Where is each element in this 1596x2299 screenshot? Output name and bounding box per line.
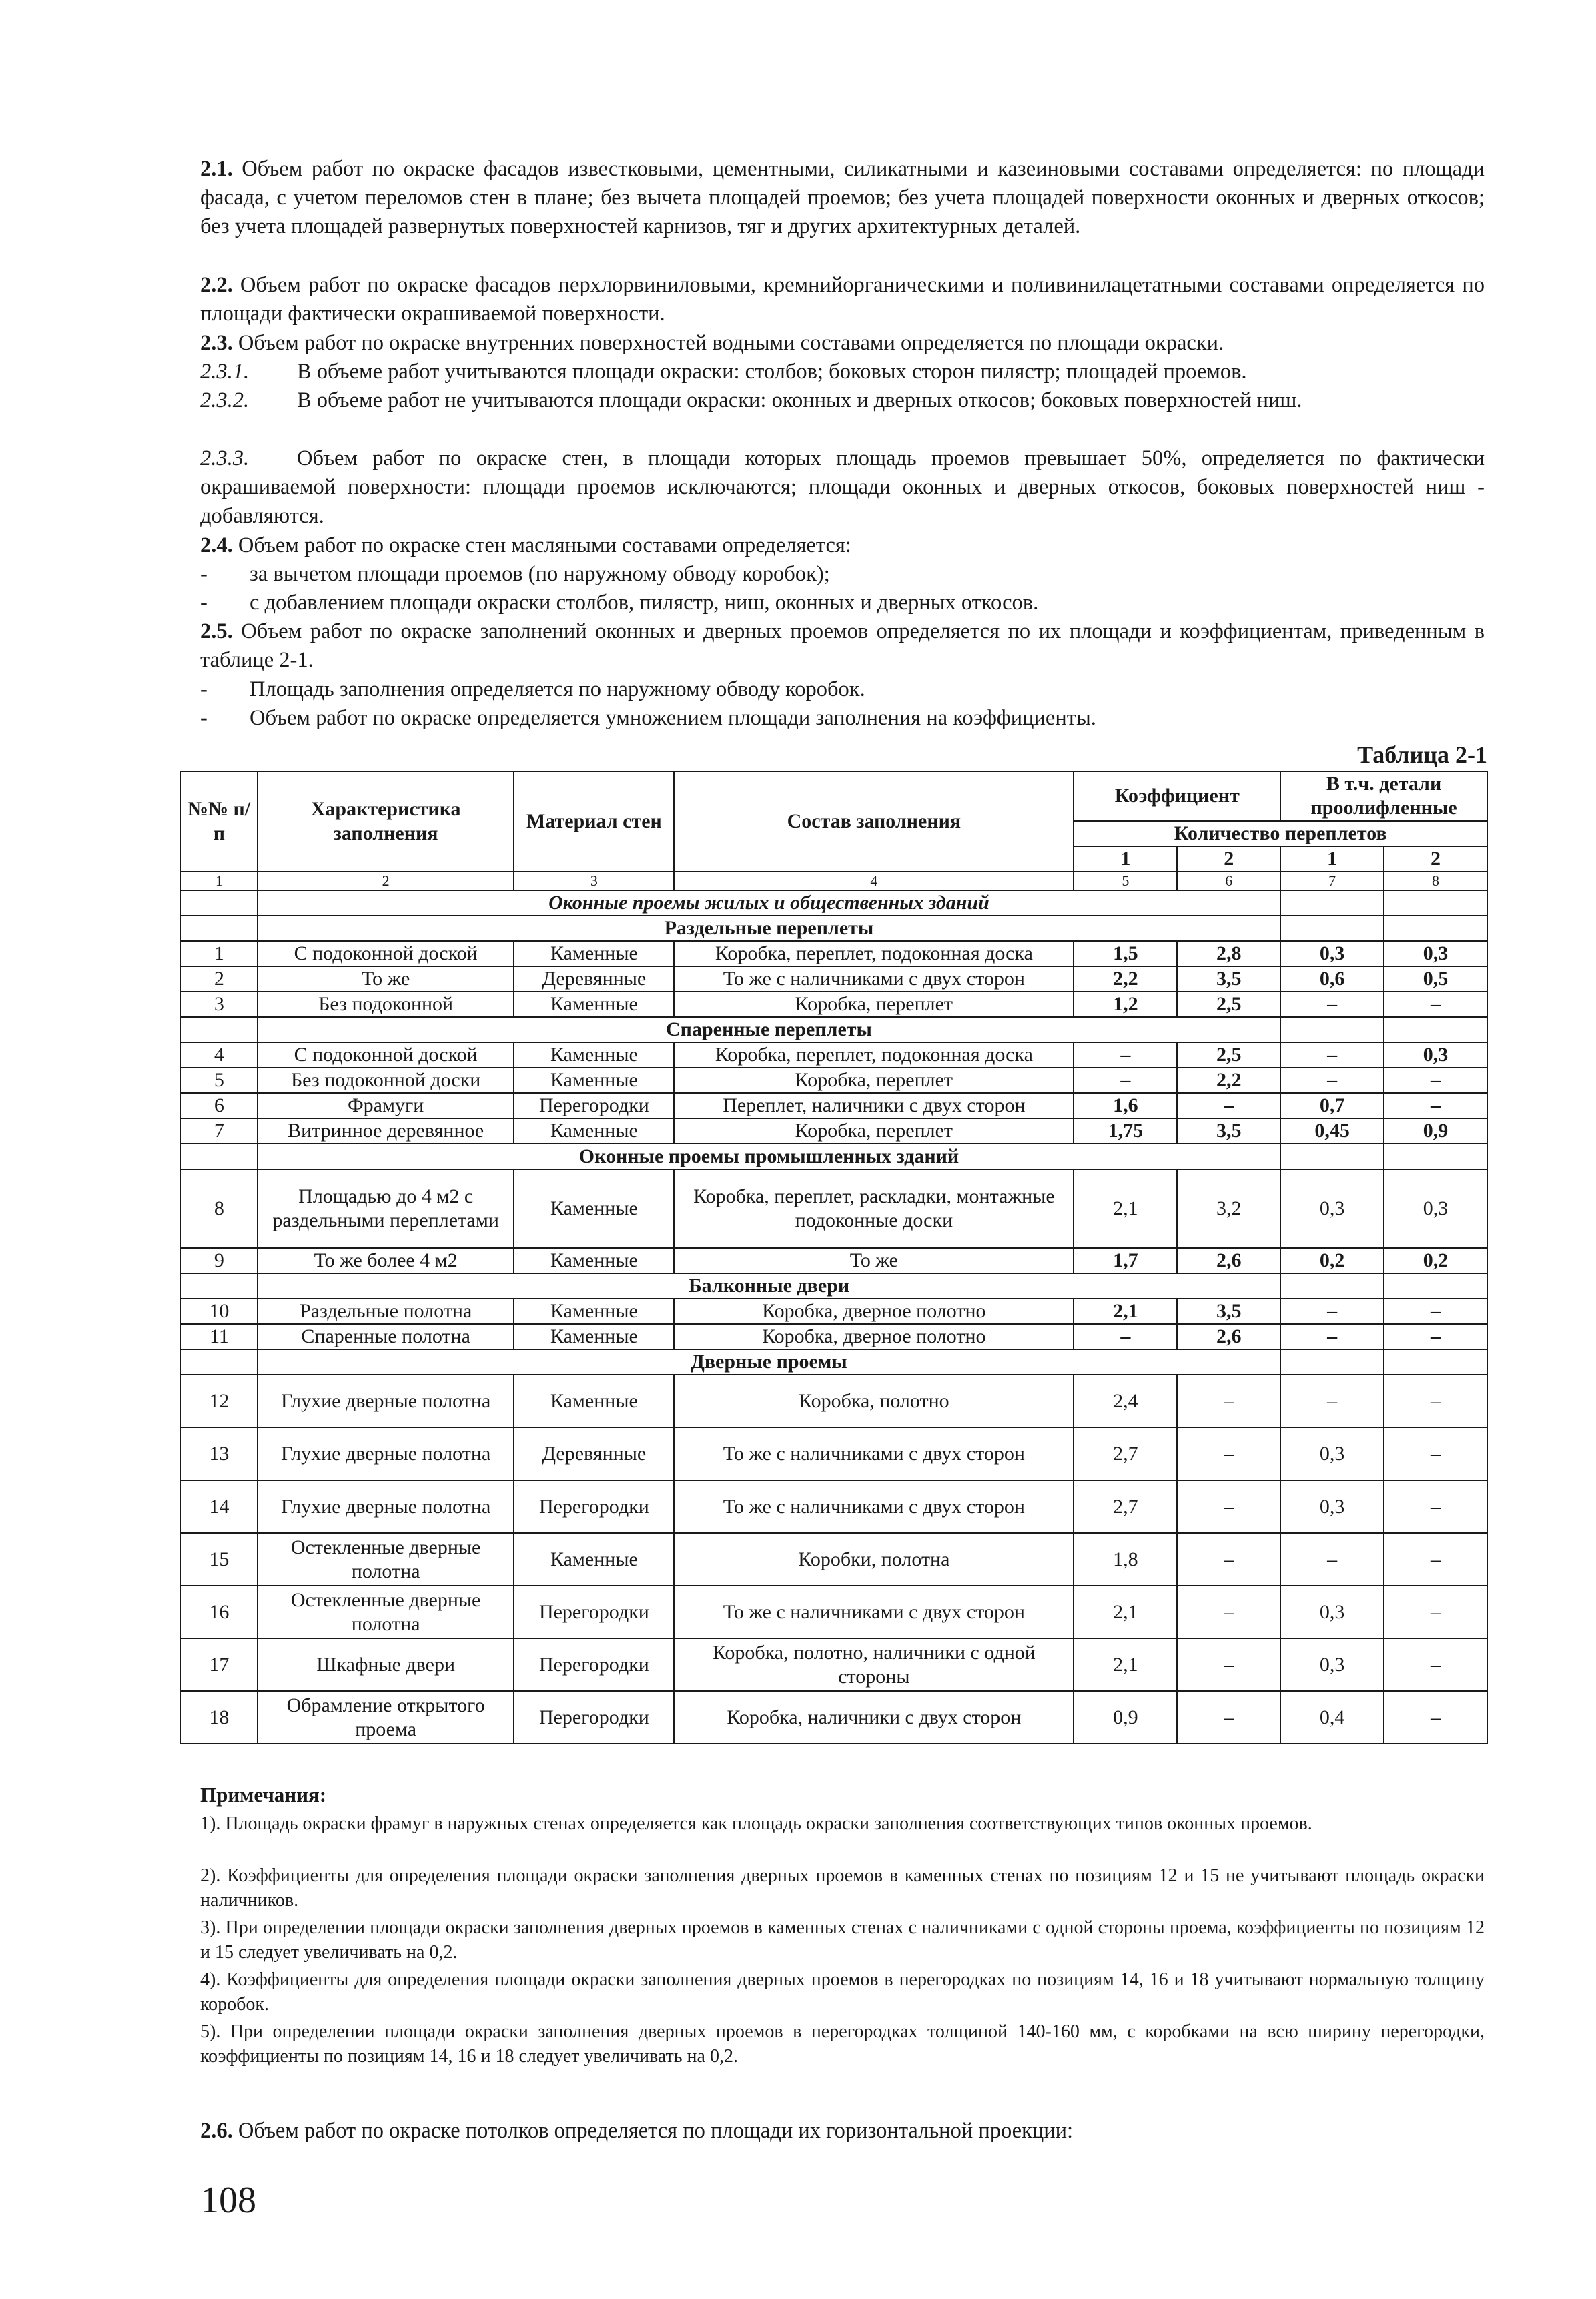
list-item-text: за вычетом площади проемов (по наружному обводу коробок); (250, 562, 830, 586)
row-characteristic: Глухие дверные полотна (258, 1375, 514, 1427)
row-characteristic: Обрамление открытого проема (258, 1691, 514, 1744)
index-cell: 2 (258, 872, 514, 890)
paragraph-number: 2.3.3. (200, 446, 250, 470)
paragraph-text: Объем работ по окраске потолков определяется по площади их горизонтальной проекции: (238, 2119, 1074, 2143)
row-material: Каменные (514, 1169, 674, 1248)
paragraph-2-3-2 (200, 386, 1485, 415)
detail-2: – (1384, 1533, 1487, 1586)
coef-1: 1,2 (1074, 992, 1177, 1017)
coef-2: 2,5 (1177, 992, 1280, 1017)
row-number: 2 (181, 966, 258, 992)
coef-2: – (1177, 1427, 1280, 1480)
section-row (181, 1349, 1487, 1375)
section-title: Спаренные переплеты (258, 1017, 1280, 1042)
dash-marker: - (200, 677, 208, 701)
row-characteristic: Остекленные дверные полотна (258, 1533, 514, 1586)
list-item (200, 589, 1485, 617)
dash-marker: - (200, 706, 208, 730)
row-material: Каменные (514, 1299, 674, 1324)
table-row (181, 966, 1487, 992)
index-cell: 1 (181, 872, 258, 890)
index-cell: 4 (674, 872, 1074, 890)
coef-1: 2,7 (1074, 1427, 1177, 1480)
detail-1: 0,7 (1280, 1093, 1384, 1118)
section-blank-cell (181, 1273, 258, 1299)
section-blank-cell (1384, 1349, 1487, 1375)
section-blank-cell (181, 916, 258, 941)
row-composition: Коробка, дверное полотно (674, 1299, 1074, 1324)
note-3: 3). При определении площади окраски заполнения дверных проемов в каменных стенах с наличниками с одной стороны проема, коэффициенты по позициям 12 и 15 следует увеличивать на 0,2. (200, 1917, 1485, 1963)
paragraph-2-2 (200, 271, 1485, 328)
coef-1: 1,6 (1074, 1093, 1177, 1118)
section-blank-cell (181, 1017, 258, 1042)
row-number: 10 (181, 1299, 258, 1324)
table-row (181, 1375, 1487, 1427)
detail-1: 0,3 (1280, 941, 1384, 966)
section-row (181, 916, 1487, 941)
row-composition: Коробки, полотна (674, 1533, 1074, 1586)
paragraph-2-3-3 (200, 444, 1485, 531)
coef-1: 2,1 (1074, 1169, 1177, 1248)
section-blank-cell (1384, 1144, 1487, 1169)
detail-2: 0,3 (1384, 1042, 1487, 1068)
coef-2: – (1177, 1480, 1280, 1533)
row-number: 17 (181, 1638, 258, 1691)
note-2: 2). Коэффициенты для определения площади окраски заполнения дверных проемов в каменных стенах по позициям 12 и 15 не учитывают площадь окраски наличников. (200, 1865, 1485, 1911)
row-number: 6 (181, 1093, 258, 1118)
row-material: Каменные (514, 1068, 674, 1093)
index-row (181, 872, 1487, 890)
coef-2: – (1177, 1375, 1280, 1427)
paragraph-number: 2.3. (200, 331, 233, 355)
row-material: Каменные (514, 941, 674, 966)
detail-2: 0,5 (1384, 966, 1487, 992)
coef-1: – (1074, 1324, 1177, 1349)
paragraph-2-3 (200, 329, 1485, 358)
dash-marker: - (200, 562, 208, 586)
section-blank-cell (1280, 1144, 1384, 1169)
paragraph-number: 2.5. (200, 619, 233, 643)
row-material: Перегородки (514, 1586, 674, 1638)
detail-1: 0,4 (1280, 1691, 1384, 1744)
detail-2: 0,9 (1384, 1118, 1487, 1144)
coef-2: 2,5 (1177, 1042, 1280, 1068)
paragraph-2-6 (200, 2117, 1485, 2146)
table-row (181, 1169, 1487, 1248)
row-characteristic: Глухие дверные полотна (258, 1480, 514, 1533)
row-characteristic: С подоконной доской (258, 1042, 514, 1068)
section-title: Оконные проемы жилых и общественных зданий (258, 890, 1280, 916)
coef-2: 2,6 (1177, 1248, 1280, 1273)
row-material: Каменные (514, 1118, 674, 1144)
row-composition: Коробка, наличники с двух сторон (674, 1691, 1074, 1744)
paragraph-text: Объем работ по окраске фасадов перхлорвиниловыми, кремнийорганическими и поливинилацетатными составами определяется по площади фактически окрашиваемой поверхности. (200, 273, 1485, 326)
header-cell: 2 (1384, 846, 1487, 872)
row-composition: Коробка, переплет, подоконная доска (674, 1042, 1074, 1068)
detail-1: – (1280, 1299, 1384, 1324)
section-blank-cell (1280, 1349, 1384, 1375)
header-coefficient: Коэффициент (1074, 771, 1280, 821)
row-composition: Коробка, переплет, раскладки, монтажные подоконные доски (674, 1169, 1074, 1248)
detail-1: – (1280, 992, 1384, 1017)
detail-1: 0,3 (1280, 1427, 1384, 1480)
coef-1: 2,7 (1074, 1480, 1177, 1533)
row-number: 15 (181, 1533, 258, 1586)
row-number: 12 (181, 1375, 258, 1427)
coef-2: – (1177, 1691, 1280, 1744)
coef-1: 1,75 (1074, 1118, 1177, 1144)
detail-1: 0,45 (1280, 1118, 1384, 1144)
row-composition: То же с наличниками с двух сторон (674, 1586, 1074, 1638)
row-composition: Коробка, переплет (674, 1068, 1074, 1093)
row-material: Каменные (514, 1248, 674, 1273)
coef-2: 3,5 (1177, 1299, 1280, 1324)
dash-marker: - (200, 591, 208, 615)
detail-1: – (1280, 1042, 1384, 1068)
row-characteristic: То же более 4 м2 (258, 1248, 514, 1273)
coef-1: 2,1 (1074, 1586, 1177, 1638)
section-blank-cell (181, 890, 258, 916)
row-material: Перегородки (514, 1691, 674, 1744)
coef-1: 2,1 (1074, 1299, 1177, 1324)
detail-2: – (1384, 1299, 1487, 1324)
index-cell: 7 (1280, 872, 1384, 890)
paragraph-text: В объеме работ учитываются площади окраски: столбов; боковых сторон пилястр; площадей проемов. (297, 360, 1247, 384)
section-blank-cell (181, 1349, 258, 1375)
section-title: Оконные проемы промышленных зданий (258, 1144, 1280, 1169)
row-number: 14 (181, 1480, 258, 1533)
note-5: 5). При определении площади окраски заполнения дверных проемов в перегородках толщиной 140-160 мм, с коробками на всю ширину перегородки, коэффициенты по позициям 14, 16 и 18 следует увеличивать на 0,2. (200, 2021, 1485, 2067)
detail-1: 0,3 (1280, 1638, 1384, 1691)
detail-1: – (1280, 1324, 1384, 1349)
section-blank-cell (1280, 890, 1384, 916)
detail-2: 0,2 (1384, 1248, 1487, 1273)
section-blank-cell (1384, 916, 1487, 941)
list-item (200, 560, 1485, 589)
detail-1: – (1280, 1375, 1384, 1427)
detail-2: – (1384, 1324, 1487, 1349)
detail-2: – (1384, 1093, 1487, 1118)
header-detail: В т.ч. детали проолифленные (1280, 771, 1487, 821)
table-row (181, 992, 1487, 1017)
table-row (181, 1691, 1487, 1744)
list-item (200, 704, 1485, 733)
coef-1: 1,8 (1074, 1533, 1177, 1586)
row-composition: То же (674, 1248, 1074, 1273)
coef-1: – (1074, 1042, 1177, 1068)
row-number: 3 (181, 992, 258, 1017)
row-material: Деревянные (514, 966, 674, 992)
row-material: Перегородки (514, 1093, 674, 1118)
detail-1: – (1280, 1533, 1384, 1586)
table-row (181, 1324, 1487, 1349)
row-characteristic: Без подоконной (258, 992, 514, 1017)
detail-2: – (1384, 1427, 1487, 1480)
header-material: Материал стен (514, 771, 674, 872)
index-cell: 5 (1074, 872, 1177, 890)
row-number: 8 (181, 1169, 258, 1248)
row-material: Каменные (514, 992, 674, 1017)
row-characteristic: Спаренные полотна (258, 1324, 514, 1349)
section-blank-cell (1384, 890, 1487, 916)
section-row (181, 1273, 1487, 1299)
row-number: 11 (181, 1324, 258, 1349)
row-characteristic: Витринное деревянное (258, 1118, 514, 1144)
paragraph-text: Объем работ по окраске заполнений оконных и дверных проемов определяется по их площади и коэффициентам, приведенным в таблице 2-1. (200, 619, 1485, 672)
table-row (181, 1299, 1487, 1324)
section-row (181, 890, 1487, 916)
note-4: 4). Коэффициенты для определения площади окраски заполнения дверных проемов в перегородках по позициям 14, 16 и 18 учитывают нормальную толщину коробок. (200, 1969, 1485, 2015)
paragraph-2-1 (200, 155, 1485, 241)
row-number: 13 (181, 1427, 258, 1480)
row-characteristic: Глухие дверные полотна (258, 1427, 514, 1480)
table-row (181, 1248, 1487, 1273)
coef-2: – (1177, 1586, 1280, 1638)
paragraph-text: Объем работ по окраске фасадов известковыми, цементными, силикатными и казеиновыми составами определяется: по площади фасада, с учетом переломов стен в плане; без вычета площадей проемов; без учета площадей поверхности оконных и дверных откосов; без учета площадей развернутых поверхностей карнизов, тяг и других архитектурных деталей. (200, 157, 1485, 238)
coef-1: 1,5 (1074, 941, 1177, 966)
row-material: Каменные (514, 1375, 674, 1427)
paragraph-2-4 (200, 531, 1485, 560)
row-material: Деревянные (514, 1427, 674, 1480)
notes-title: Примечания: (200, 1783, 327, 1807)
row-material: Перегородки (514, 1480, 674, 1533)
coef-2: 3,5 (1177, 1118, 1280, 1144)
index-cell: 8 (1384, 872, 1487, 890)
coef-1: 2,2 (1074, 966, 1177, 992)
row-characteristic: Фрамуги (258, 1093, 514, 1118)
row-characteristic: Шкафные двери (258, 1638, 514, 1691)
detail-1: 0,6 (1280, 966, 1384, 992)
section-blank-cell (181, 1144, 258, 1169)
header-cell: 2 (1177, 846, 1280, 872)
row-number: 1 (181, 941, 258, 966)
paragraph-number: 2.2. (200, 273, 233, 297)
section-title: Дверные проемы (258, 1349, 1280, 1375)
row-characteristic: Раздельные полотна (258, 1299, 514, 1324)
row-characteristic: То же (258, 966, 514, 992)
paragraph-2-5 (200, 617, 1485, 675)
row-characteristic: С подоконной доской (258, 941, 514, 966)
paragraph-text: Объем работ по окраске стен, в площади которых площадь проемов превышает 50%, определяется по фактически окрашиваемой поверхности: площади проемов исключаются; площади оконных и дверных откосов, боковых поверхностей ниш - добавляются. (200, 446, 1485, 528)
coef-2: 2,6 (1177, 1324, 1280, 1349)
table-row (181, 1093, 1487, 1118)
detail-2: – (1384, 1480, 1487, 1533)
row-composition: То же с наличниками с двух сторон (674, 1480, 1074, 1533)
row-composition: Переплет, наличники с двух сторон (674, 1093, 1074, 1118)
coef-1: – (1074, 1068, 1177, 1093)
row-characteristic: Без подоконной доски (258, 1068, 514, 1093)
coef-2: – (1177, 1093, 1280, 1118)
header-num: №№ п/п (181, 771, 258, 872)
row-composition: Коробка, полотно (674, 1375, 1074, 1427)
detail-1: 0,3 (1280, 1480, 1384, 1533)
table-row (181, 1586, 1487, 1638)
coef-2: 2,8 (1177, 941, 1280, 966)
section-blank-cell (1384, 1017, 1487, 1042)
header-characteristic: Характеристика заполнения (258, 771, 514, 872)
coef-2: – (1177, 1638, 1280, 1691)
section-blank-cell (1280, 1017, 1384, 1042)
row-material: Каменные (514, 1042, 674, 1068)
row-composition: Коробка, дверное полотно (674, 1324, 1074, 1349)
paragraph-number: 2.1. (200, 157, 233, 181)
detail-1: 0,3 (1280, 1169, 1384, 1248)
index-cell: 6 (1177, 872, 1280, 890)
section-title: Балконные двери (258, 1273, 1280, 1299)
list-item-text: Объем работ по окраске определяется умножением площади заполнения на коэффициенты. (250, 706, 1096, 730)
header-cell: 1 (1280, 846, 1384, 872)
coef-1: 1,7 (1074, 1248, 1177, 1273)
coef-2: 2,2 (1177, 1068, 1280, 1093)
row-number: 9 (181, 1248, 258, 1273)
coefficients-table (180, 771, 1488, 1744)
table-row (181, 1533, 1487, 1586)
index-cell: 3 (514, 872, 674, 890)
paragraph-number: 2.4. (200, 533, 233, 557)
coef-2: 3,5 (1177, 966, 1280, 992)
row-material: Каменные (514, 1324, 674, 1349)
detail-2: – (1384, 1375, 1487, 1427)
row-number: 16 (181, 1586, 258, 1638)
section-blank-cell (1280, 916, 1384, 941)
list-item (200, 675, 1485, 704)
row-material: Перегородки (514, 1638, 674, 1691)
detail-1: 0,2 (1280, 1248, 1384, 1273)
row-material: Каменные (514, 1533, 674, 1586)
table-title: Таблица 2-1 (1357, 741, 1487, 768)
coef-1: 2,1 (1074, 1638, 1177, 1691)
row-number: 18 (181, 1691, 258, 1744)
section-row (181, 1144, 1487, 1169)
paragraph-text: Объем работ по окраске стен масляными составами определяется: (238, 533, 851, 557)
row-number: 4 (181, 1042, 258, 1068)
section-row (181, 1017, 1487, 1042)
note-1: 1). Площадь окраски фрамуг в наружных стенах определяется как площадь окраски заполнения соответствующих типов оконных проемов. (200, 1813, 1312, 1834)
row-number: 5 (181, 1068, 258, 1093)
table-row (181, 1068, 1487, 1093)
header-cell: 1 (1074, 846, 1177, 872)
list-item-text: Площадь заполнения определяется по наружному обводу коробок. (250, 677, 865, 701)
table-row (181, 941, 1487, 966)
row-composition: Коробка, переплет (674, 1118, 1074, 1144)
detail-2: 0,3 (1384, 941, 1487, 966)
table-row (181, 1042, 1487, 1068)
coef-2: 3,2 (1177, 1169, 1280, 1248)
paragraph-number: 2.6. (200, 2119, 233, 2143)
table-row (181, 1118, 1487, 1144)
paragraph-number: 2.3.1. (200, 360, 250, 384)
row-composition: То же с наличниками с двух сторон (674, 1427, 1074, 1480)
section-blank-cell (1384, 1273, 1487, 1299)
detail-2: 0,3 (1384, 1169, 1487, 1248)
detail-2: – (1384, 1638, 1487, 1691)
row-composition: Коробка, полотно, наличники с одной стороны (674, 1638, 1074, 1691)
table-row (181, 1638, 1487, 1691)
paragraph-text: В объеме работ не учитываются площади окраски: оконных и дверных откосов; боковых поверхностей ниш. (297, 388, 1302, 412)
table-row (181, 1480, 1487, 1533)
coef-1: 0,9 (1074, 1691, 1177, 1744)
detail-2: – (1384, 1586, 1487, 1638)
coef-2: – (1177, 1533, 1280, 1586)
detail-1: – (1280, 1068, 1384, 1093)
detail-2: – (1384, 1068, 1487, 1093)
section-blank-cell (1280, 1273, 1384, 1299)
detail-1: 0,3 (1280, 1586, 1384, 1638)
coef-1: 2,4 (1074, 1375, 1177, 1427)
detail-2: – (1384, 992, 1487, 1017)
section-title: Раздельные переплеты (258, 916, 1280, 941)
detail-2: – (1384, 1691, 1487, 1744)
row-characteristic: Площадью до 4 м2 с раздельными переплетами (258, 1169, 514, 1248)
page-number: 108 (200, 2180, 256, 2221)
paragraph-text: Объем работ по окраске внутренних поверхностей водными составами определяется по площади окраски. (238, 331, 1224, 355)
row-number: 7 (181, 1118, 258, 1144)
list-item-text: с добавлением площади окраски столбов, пилястр, ниш, оконных и дверных откосов. (250, 591, 1039, 615)
row-composition: Коробка, переплет, подоконная доска (674, 941, 1074, 966)
paragraph-2-3-1 (200, 358, 1485, 386)
header-count: Количество переплетов (1074, 821, 1487, 846)
row-composition: Коробка, переплет (674, 992, 1074, 1017)
row-characteristic: Остекленные дверные полотна (258, 1586, 514, 1638)
table-row (181, 1427, 1487, 1480)
header-row (181, 771, 1487, 821)
row-composition: То же с наличниками с двух сторон (674, 966, 1074, 992)
header-composition: Состав заполнения (674, 771, 1074, 872)
paragraph-number: 2.3.2. (200, 388, 250, 412)
table-body (181, 890, 1487, 1744)
